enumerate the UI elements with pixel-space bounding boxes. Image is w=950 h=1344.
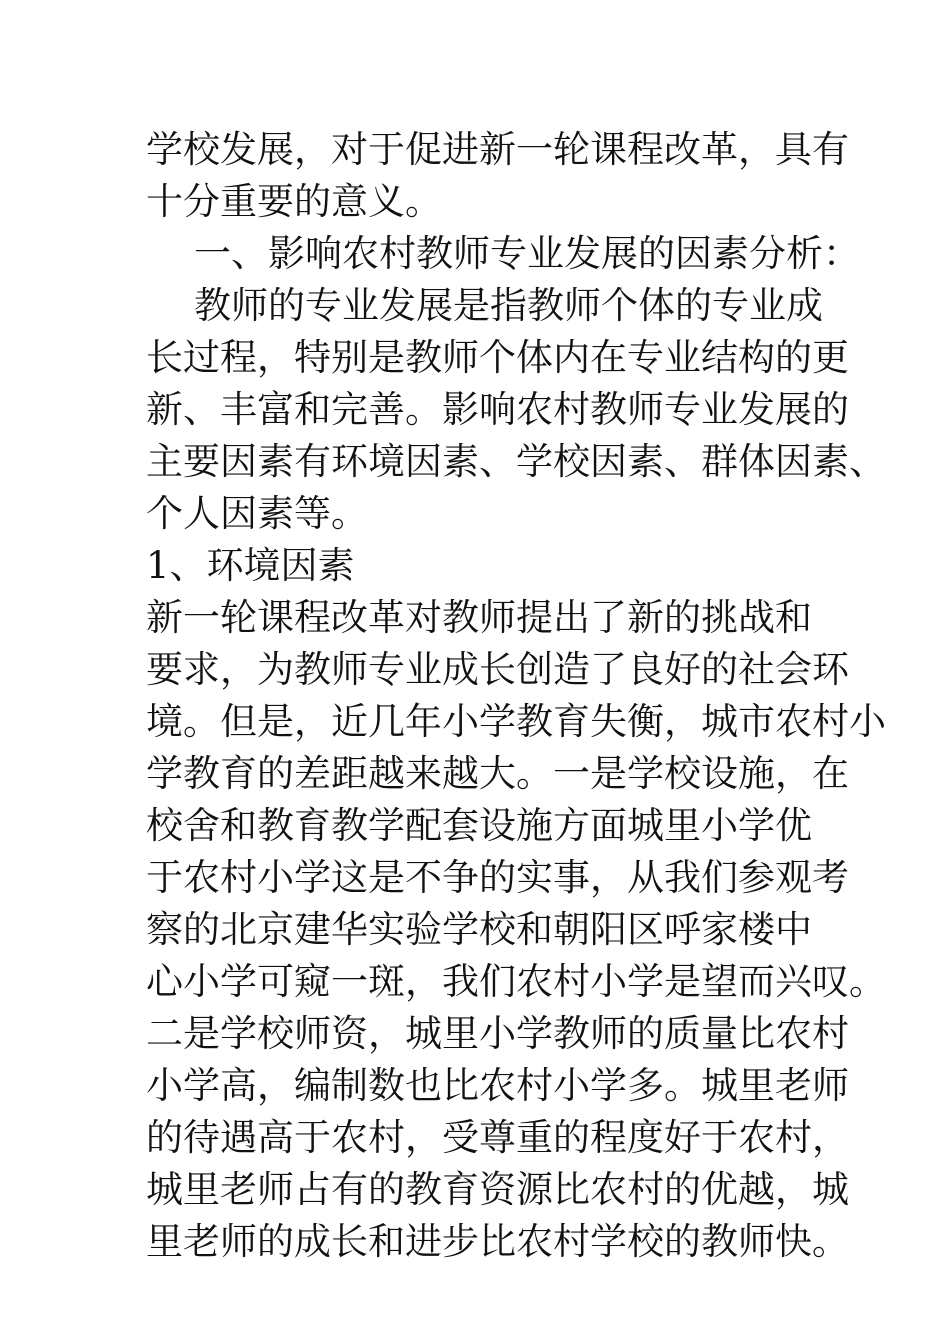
- text-line: 新、丰富和完善。影响农村教师专业发展的: [146, 388, 849, 431]
- subsection-heading: 1、环境因素: [146, 544, 355, 587]
- text-line: 校舍和教育教学配套设施方面城里小学优: [146, 804, 812, 847]
- text-line: 主要因素有环境因素、学校因素、群体因素、: [146, 440, 886, 483]
- text-line: 新一轮课程改革对教师提出了新的挑战和: [146, 596, 812, 639]
- text-line: 城里老师占有的教育资源比农村的优越，城: [146, 1168, 849, 1211]
- paragraph-first-line: 教师的专业发展是指教师个体的专业成: [194, 284, 823, 327]
- text-line: 察的北京建华实验学校和朝阳区呼家楼中: [146, 908, 812, 951]
- text-line: 小学高，编制数也比农村小学多。城里老师: [146, 1064, 849, 1107]
- text-line: 心小学可窥一斑，我们农村小学是望而兴叹。: [146, 960, 886, 1003]
- section-heading: 一、影响农村教师专业发展的因素分析：: [194, 232, 860, 275]
- text-line: 要求，为教师专业成长创造了良好的社会环: [146, 648, 849, 691]
- text-line: 长过程，特别是教师个体内在专业结构的更: [146, 336, 849, 379]
- text-line: 学校发展，对于促进新一轮课程改革，具有: [146, 128, 849, 171]
- text-line: 境。但是，近几年小学教育失衡，城市农村小: [146, 700, 886, 743]
- text-line: 二是学校师资，城里小学教师的质量比农村: [146, 1012, 849, 1055]
- text-line: 于农村小学这是不争的实事，从我们参观考: [146, 856, 849, 899]
- text-line: 学教育的差距越来越大。一是学校设施，在: [146, 752, 849, 795]
- text-line: 里老师的成长和进步比农村学校的教师快。: [146, 1220, 849, 1263]
- text-line: 的待遇高于农村，受尊重的程度好于农村，: [146, 1116, 849, 1159]
- text-line: 个人因素等。: [146, 492, 368, 535]
- text-line: 十分重要的意义。: [146, 180, 442, 223]
